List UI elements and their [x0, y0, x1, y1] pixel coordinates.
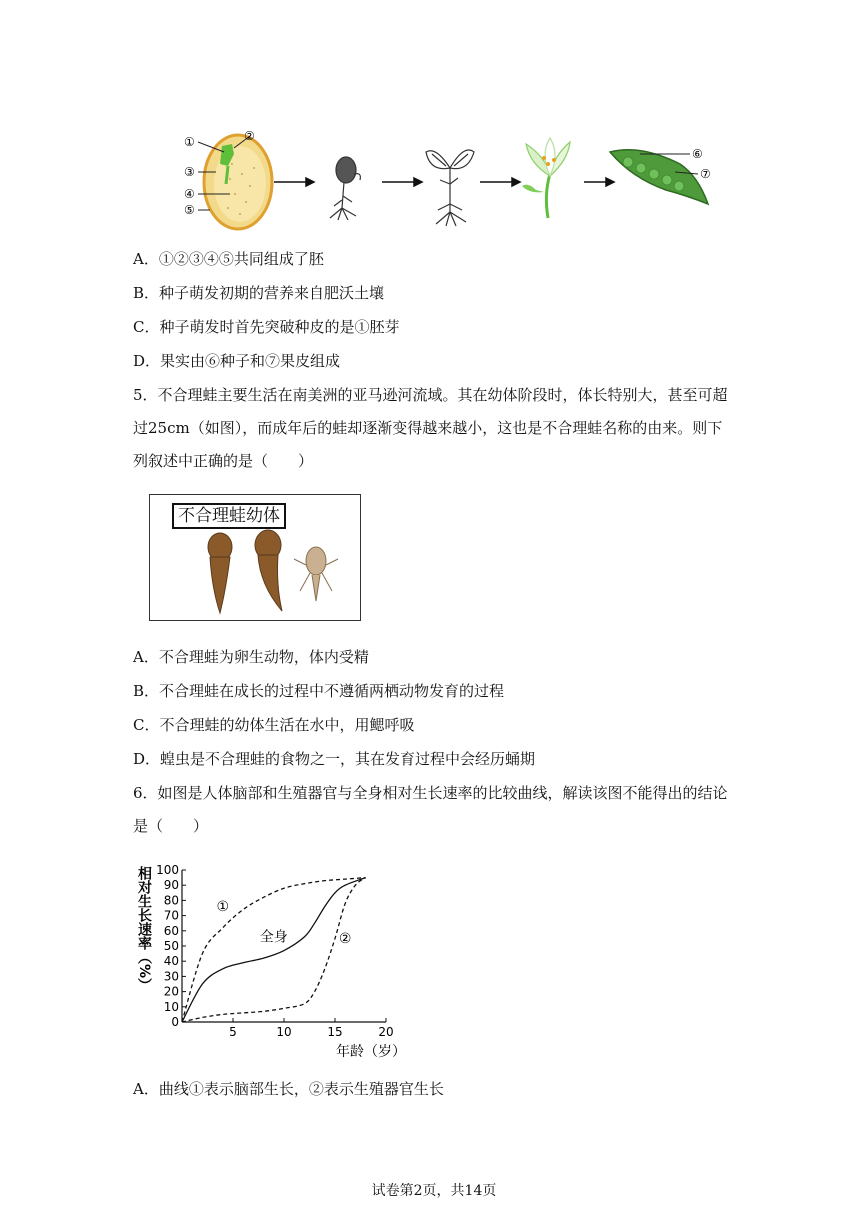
x-tick-label: 5 — [229, 1025, 237, 1039]
label-6: ⑥ — [692, 147, 703, 161]
label-5: ⑤ — [184, 203, 195, 217]
y-tick-label: 20 — [163, 984, 179, 999]
x-tick-label: 10 — [276, 1025, 292, 1039]
y-tick-label: 100 — [156, 863, 179, 877]
page-footer: 试卷第2页，共14页 — [371, 1183, 497, 1199]
q5-option-a: A．不合理蛙为卵生动物，体内受精 — [133, 648, 369, 666]
x-tick-label: 15 — [327, 1025, 343, 1039]
q6-option-a: A．曲线①表示脑部生长，②表示生殖器官生长 — [133, 1080, 444, 1098]
growth-rate-chart — [130, 858, 420, 1063]
y-tick-label: 60 — [163, 923, 179, 938]
series-line-3 — [182, 878, 366, 1022]
series-label-3: ② — [338, 930, 352, 947]
series-label-2: 全身 — [259, 929, 288, 946]
label-3: ③ — [184, 165, 195, 179]
y-tick-label: 50 — [163, 939, 179, 953]
photo-title: 不合理蛙幼体 — [172, 503, 286, 529]
y-tick-label: 0 — [171, 1015, 179, 1029]
tadpole-photo — [149, 494, 361, 621]
y-tick-label: 80 — [163, 893, 179, 908]
q4-option-b: B．种子萌发初期的营养来自肥沃土壤 — [133, 284, 385, 302]
x-tick-label: 20 — [378, 1025, 394, 1039]
y-tick-label: 70 — [163, 908, 179, 923]
series-label-1: ① — [216, 899, 230, 916]
x-axis-label: 年龄（岁） — [336, 1044, 406, 1060]
y-tick-label: 40 — [163, 954, 179, 969]
y-tick-label: 30 — [163, 969, 179, 984]
q4-option-a: A．①②③④⑤共同组成了胚 — [133, 250, 324, 268]
label-4: ④ — [184, 187, 195, 201]
seed-development-figure — [170, 124, 730, 232]
tadpole-illustration — [190, 529, 350, 617]
y-tick-label: 10 — [163, 999, 179, 1014]
q5-stem: 5．不合理蛙主要生活在南美洲的亚马逊河流域。其在幼体阶段时，体长特别大，甚至可超过25cm（如图），而成年后的蛙却逐渐变得越来越小，这也是不合理蛙名称的由来。则下列叙述中正确的是（ ） — [133, 386, 728, 470]
label-2: ② — [244, 129, 255, 143]
q5-option-b: B．不合理蛙在成长的过程中不遵循两栖动物发育的过程 — [133, 682, 505, 700]
series-line-1 — [182, 878, 366, 1022]
q5-option-d: D．蝗虫是不合理蛙的食物之一，其在发育过程中会经历蛹期 — [133, 750, 536, 768]
q4-option-c: C．种子萌发时首先突破种皮的是①胚芽 — [133, 318, 400, 336]
label-1: ① — [184, 135, 195, 149]
y-tick-label: 90 — [163, 878, 179, 893]
label-7: ⑦ — [700, 167, 711, 181]
q4-option-d: D．果实由⑥种子和⑦果皮组成 — [133, 352, 341, 370]
q6-stem: 6．如图是人体脑部和生殖器官与全身相对生长速率的比较曲线，解读该图不能得出的结论是（ ） — [133, 784, 728, 835]
series-line-2 — [182, 878, 366, 1022]
q5-option-c: C．不合理蛙的幼体生活在水中，用鳃呼吸 — [133, 716, 415, 734]
y-axis-label: 相对生长速率（%） — [136, 866, 152, 993]
